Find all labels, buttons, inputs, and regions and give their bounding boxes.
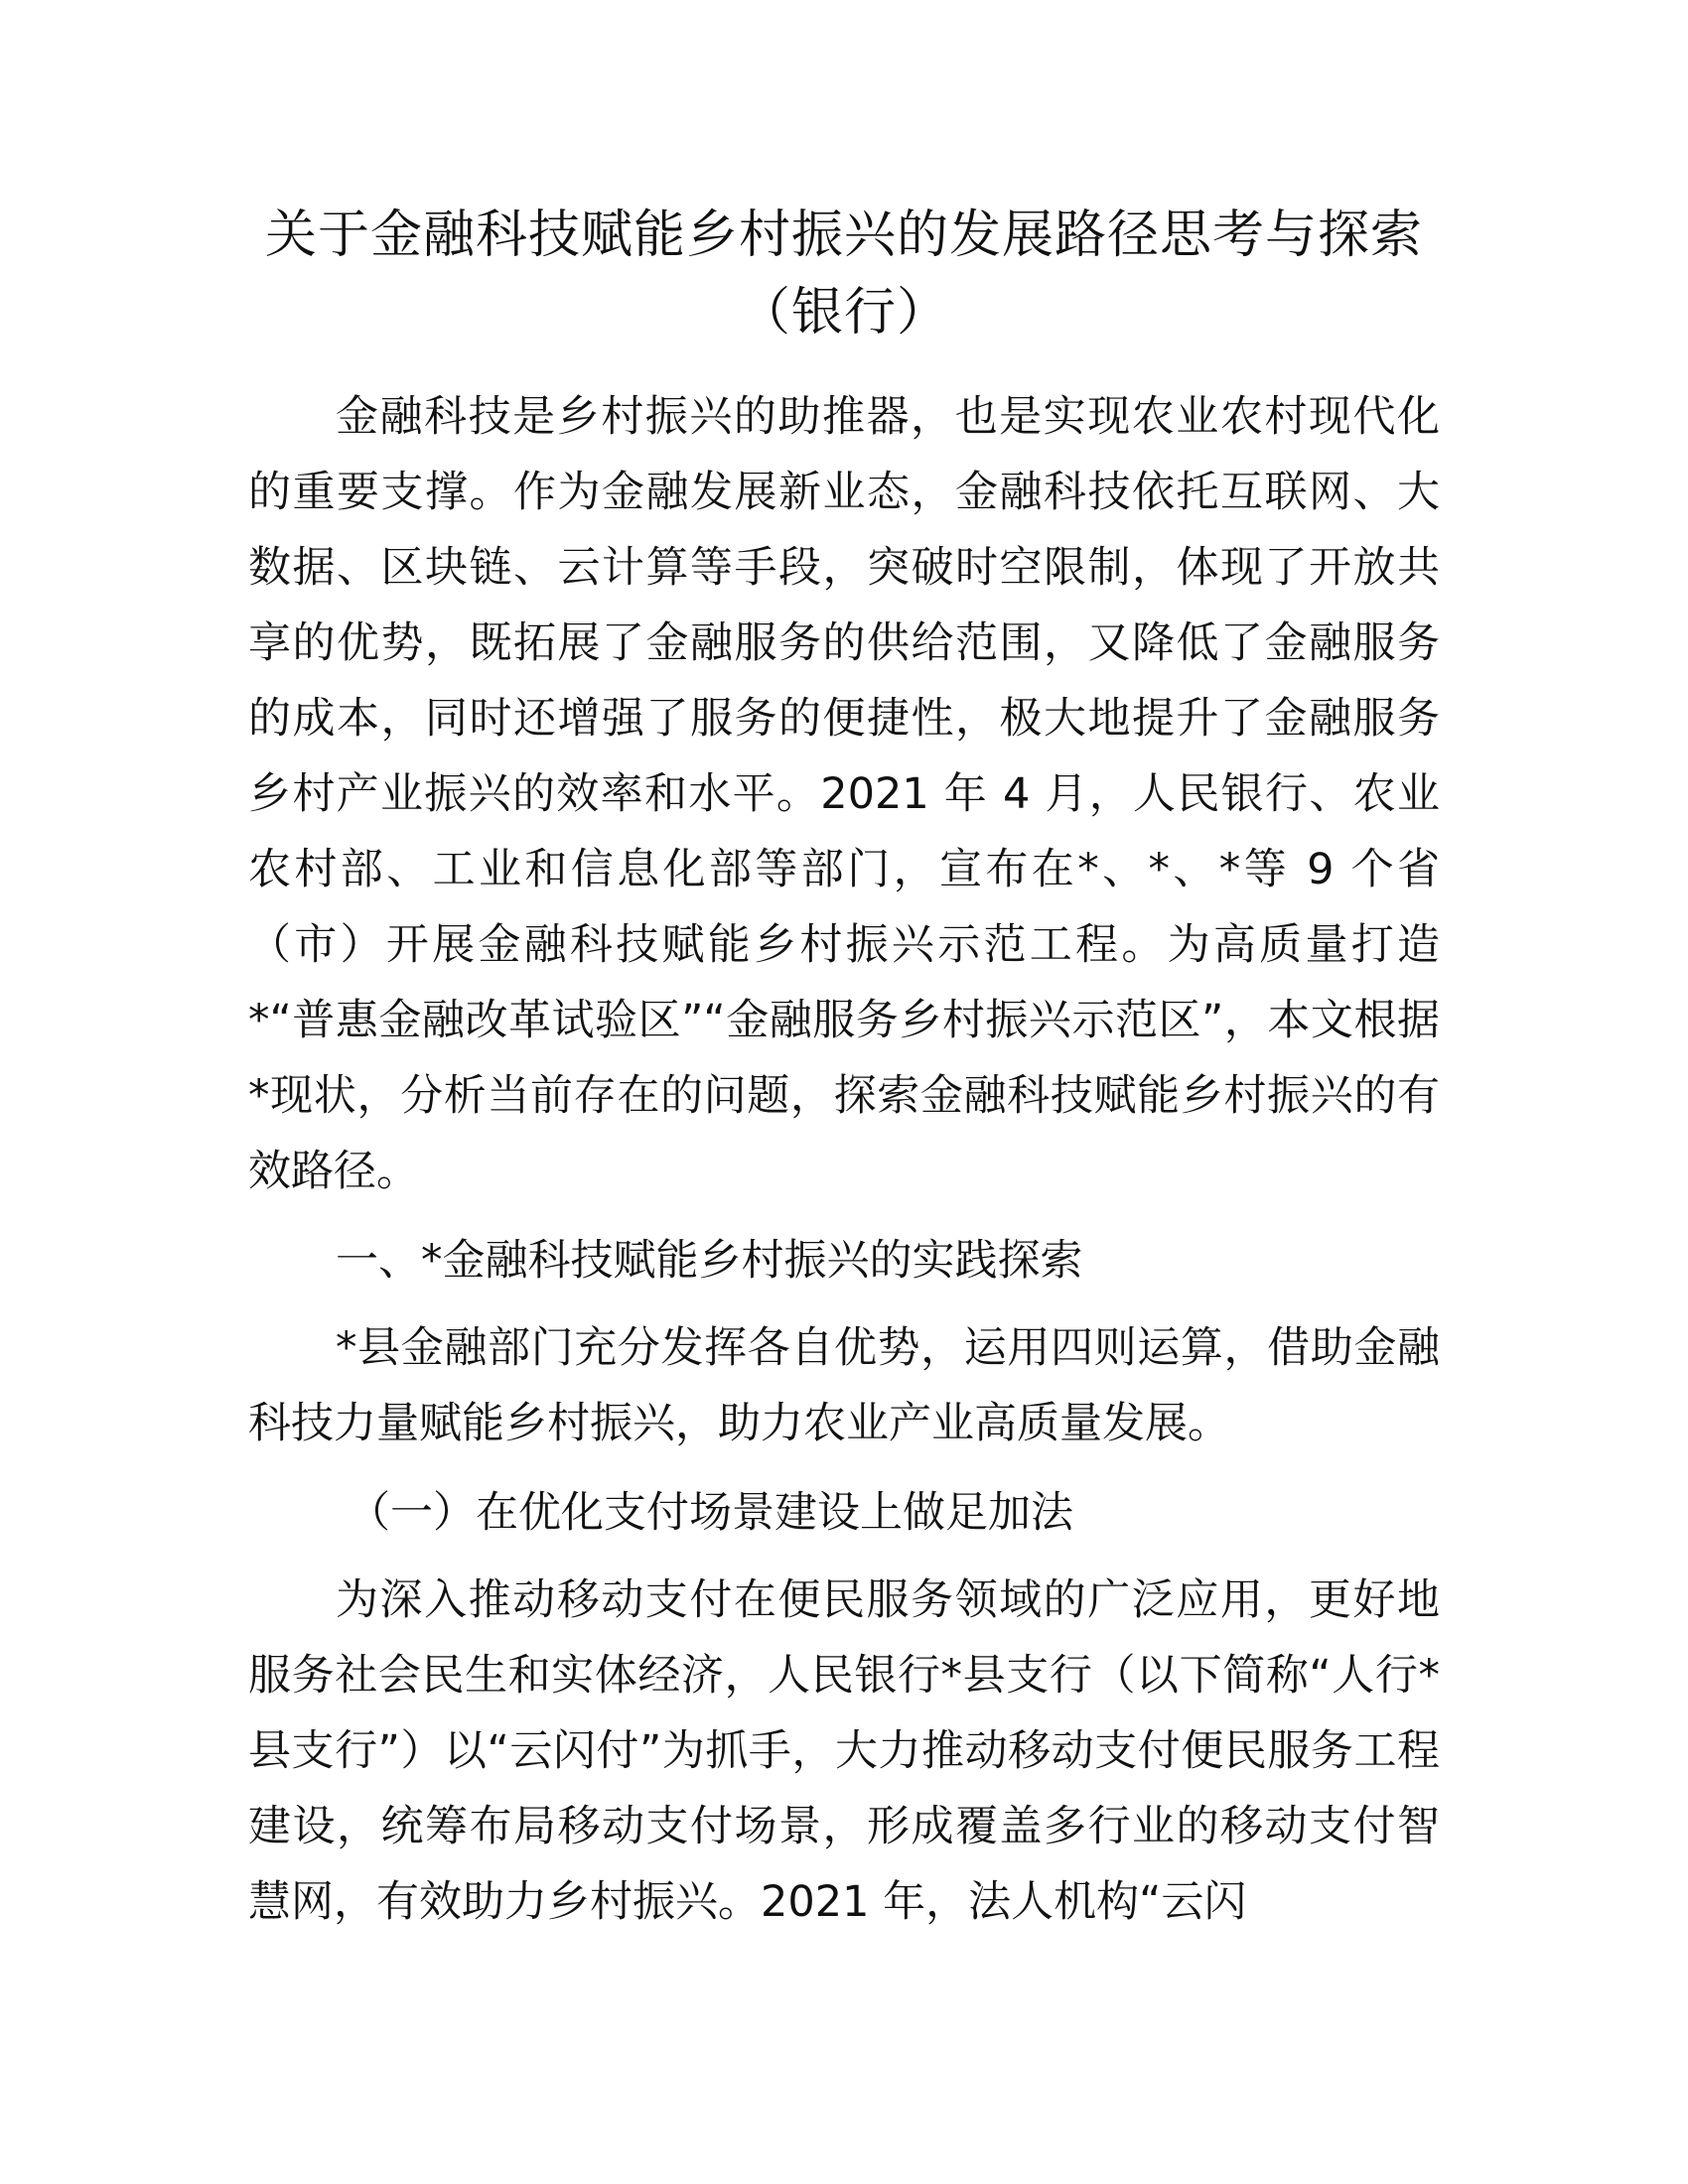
section-heading: 一、*金融科技赋能乡村振兴的实践探索 [336, 1236, 1083, 1286]
subsection-heading: （一）在优化支付场景建设上做足加法 [348, 1488, 1073, 1538]
intro-paragraph: 金融科技是乡村振兴的助推器，也是实现农业农村现代化的重要支撑。作为金融发展新业态，金融科技依托互联网、大数据、区块链、云计算等手段，突破时空限制，体现了开放共享的优势，既拓展了金融服务的供给范围，又降低了金融服务的成本，同时还增强了服务的便捷性，极大地提升了金融服务乡村产业振兴的效率和水平。2021 年 4 月，人民银行、农业农村部、工业和信息化部等部门，宣布在*、*、*等 9 个省（市）开展金融科技赋能乡村振兴示范工程。为高质量打造*“普惠金融改革试验区”“金融服务乡村振兴示范区”，本文根据*现状，分析当前存在的问题，探索金融科技赋能乡村振兴的有效路径。 [248, 392, 1440, 1196]
document-title: 关于金融科技赋能乡村振兴的发展路径思考与探索（银行） [264, 205, 1423, 342]
section-intro-paragraph: *县金融部门充分发挥各自优势，运用四则运算，借助金融科技力量赋能乡村振兴，助力农业产业高质量发展。 [248, 1323, 1440, 1448]
subsection-paragraph: 为深入推动移动支付在便民服务领域的广泛应用，更好地服务社会民生和实体经济，人民银行*县支行（以下简称“人行*县支行”）以“云闪付”为抓手，大力推动移动支付便民服务工程建设，统筹布局移动支付场景，形成覆盖多行业的移动支付智慧网，有效助力乡村振兴。2021 年，法人机构“云闪 [248, 1575, 1440, 1927]
document-body [248, 379, 1440, 1940]
